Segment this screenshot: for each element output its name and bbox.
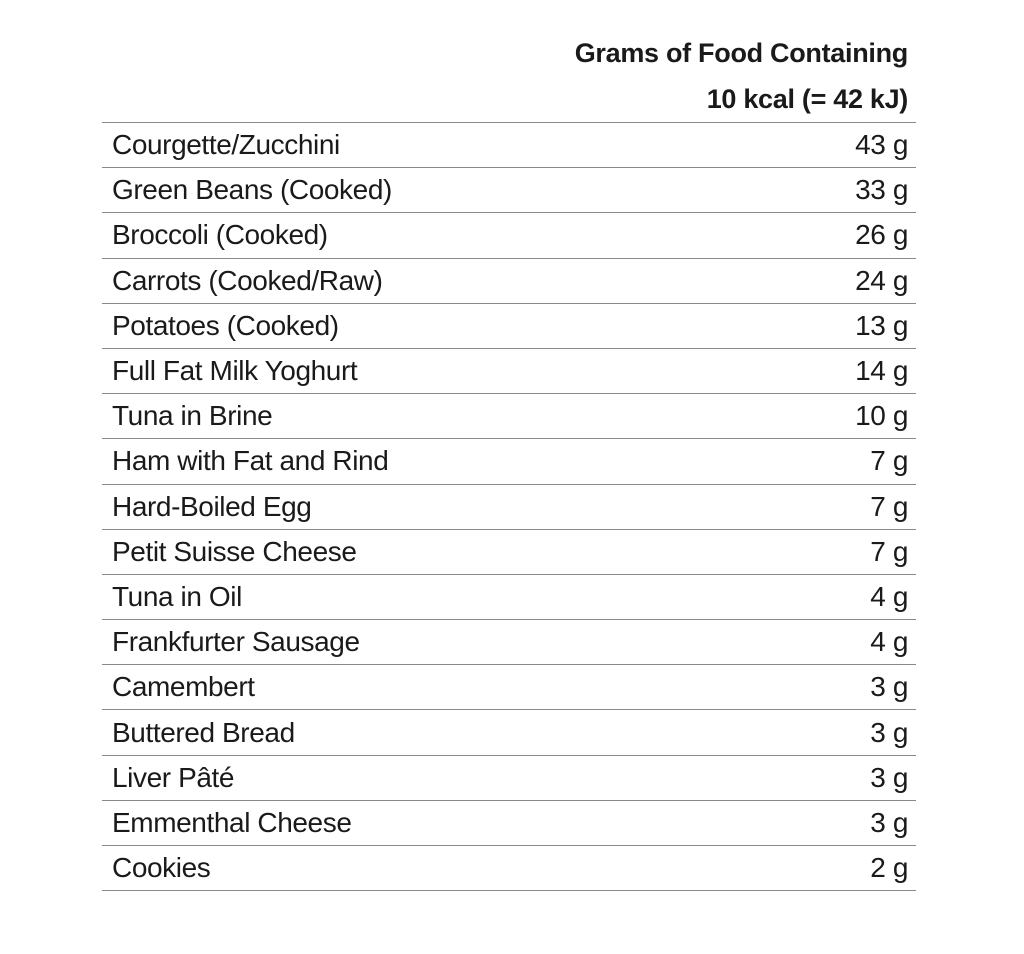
table-row	[102, 304, 916, 349]
grams-cell: 3 g	[870, 671, 908, 703]
table-row	[102, 530, 916, 575]
food-name-cell: Carrots (Cooked/Raw)	[112, 264, 383, 296]
grams-cell: 2 g	[870, 852, 908, 884]
grams-cell: 43 g	[855, 129, 908, 161]
food-name-cell: Buttered Bread	[112, 716, 295, 748]
table-row	[102, 575, 916, 620]
food-name-cell: Hard-Boiled Egg	[112, 490, 312, 522]
food-name-cell: Tuna in Brine	[112, 400, 273, 432]
table-row	[102, 394, 916, 439]
grams-cell: 3 g	[870, 806, 908, 838]
grams-cell: 7 g	[870, 490, 908, 522]
header-line-2: 10 kcal (= 42 kJ)	[706, 84, 908, 114]
table-row	[102, 168, 916, 213]
food-name-cell: Cookies	[112, 852, 211, 884]
table-row	[102, 349, 916, 394]
grams-cell: 26 g	[855, 219, 908, 251]
grams-cell: 14 g	[855, 355, 908, 387]
calorie-table	[102, 30, 916, 891]
table-body	[102, 122, 916, 891]
table-row	[102, 123, 916, 168]
table-row	[102, 620, 916, 665]
food-name-cell: Tuna in Oil	[112, 580, 242, 612]
food-name-cell: Camembert	[112, 671, 255, 703]
grams-cell: 24 g	[855, 264, 908, 296]
food-name-cell: Potatoes (Cooked)	[112, 309, 339, 341]
table-row	[102, 485, 916, 530]
food-name-cell: Frankfurter Sausage	[112, 626, 360, 658]
table-header	[102, 30, 916, 122]
food-name-cell: Emmenthal Cheese	[112, 806, 352, 838]
grams-cell: 7 g	[870, 535, 908, 567]
food-name-cell: Full Fat Milk Yoghurt	[112, 355, 358, 387]
grams-cell: 33 g	[855, 174, 908, 206]
food-name-cell: Liver Pâté	[112, 761, 235, 793]
grams-cell: 3 g	[870, 716, 908, 748]
table-row	[102, 213, 916, 258]
table-row	[102, 846, 916, 891]
food-name-cell: Ham with Fat and Rind	[112, 445, 389, 477]
grams-cell: 7 g	[870, 445, 908, 477]
table-row	[102, 801, 916, 846]
grams-cell: 4 g	[870, 580, 908, 612]
header-line-1: Grams of Food Containing	[574, 38, 908, 68]
table-row	[102, 665, 916, 710]
table-row	[102, 259, 916, 304]
grams-cell: 3 g	[870, 761, 908, 793]
food-name-cell: Petit Suisse Cheese	[112, 535, 357, 567]
table-row	[102, 756, 916, 801]
food-name-cell: Broccoli (Cooked)	[112, 219, 328, 251]
food-name-cell: Courgette/Zucchini	[112, 129, 340, 161]
table-row	[102, 439, 916, 484]
grams-cell: 13 g	[855, 309, 908, 341]
grams-cell: 4 g	[870, 626, 908, 658]
food-name-cell: Green Beans (Cooked)	[112, 174, 392, 206]
table-row	[102, 710, 916, 755]
grams-cell: 10 g	[855, 400, 908, 432]
